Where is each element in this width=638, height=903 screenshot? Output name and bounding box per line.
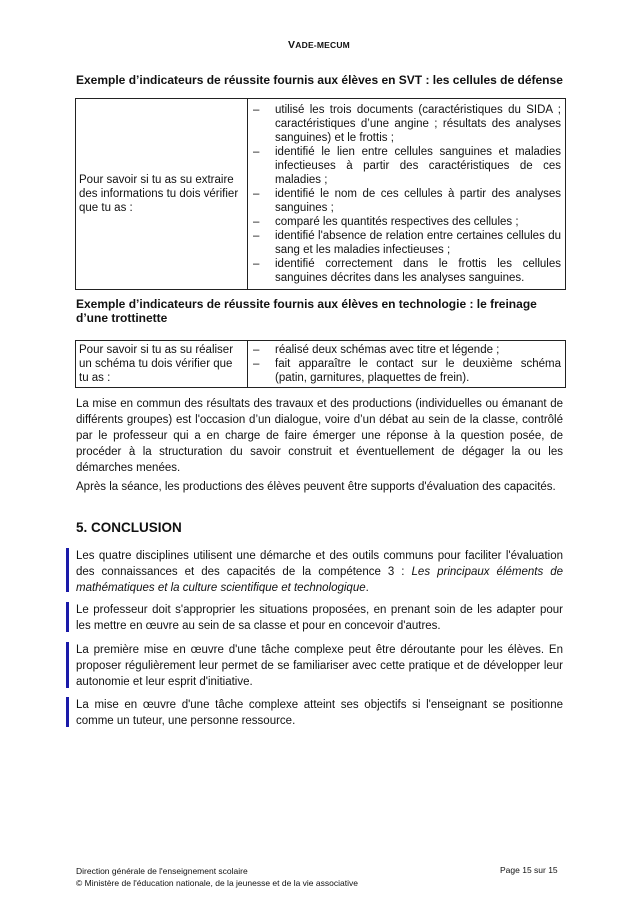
conclusion-period: . — [365, 582, 369, 594]
dash-bullet: – — [253, 358, 260, 370]
svt-criteria-cell — [248, 99, 566, 290]
revision-bar — [66, 697, 69, 727]
techno-example-title — [76, 297, 566, 325]
conclusion-paragraph-1 — [76, 548, 563, 596]
techno-prompt-cell — [76, 341, 248, 388]
criterion-text: comparé les quantités respectives des cellules ; — [275, 216, 519, 228]
list-item — [252, 103, 561, 145]
dash-bullet: – — [253, 188, 260, 200]
list-item — [252, 343, 561, 357]
list-item — [252, 187, 561, 215]
conclusion-emphasis: culture scientifique et technologique — [182, 582, 366, 594]
techno-criteria-cell — [248, 341, 566, 388]
page-number: Page 15 sur 15 — [500, 865, 558, 875]
dash-bullet: – — [253, 230, 260, 242]
dash-bullet: – — [253, 104, 260, 116]
footer-direction: Direction générale de l'enseignement scolaire — [76, 866, 248, 876]
list-item — [252, 229, 561, 257]
criterion-text: fait apparaître le contact sur le deuxième schéma (patin, garnitures, plaquettes de frein). — [275, 358, 561, 384]
revision-bar — [66, 602, 69, 632]
dash-bullet: – — [253, 258, 260, 270]
conclusion-paragraph-3: La première mise en œuvre d'une tâche complexe peut être déroutante pour les élèves. En proposer régulièrement leur permet de se familiariser avec cette pratique et de développer leur autonomie et leur esprit d'initiative. — [76, 644, 563, 688]
svt-indicator-table — [75, 98, 566, 290]
revision-bar — [66, 642, 69, 688]
criterion-text: identifié l'absence de relation entre certaines cellules du sang et les maladies infectieuses ; — [275, 230, 561, 256]
conclusion-heading: 5. CONCLUSION — [76, 520, 182, 535]
criterion-text: identifié le lien entre cellules sanguines et maladies infectieuses à partir des caractéristiques de ces maladies ; — [275, 146, 561, 186]
conclusion-paragraph-4: La mise en œuvre d'une tâche complexe atteint ses objectifs si l'enseignant se positionne comme un tuteur, une personne ressource. — [76, 699, 563, 727]
paragraph-evaluation: Après la séance, les productions des élèves peuvent être supports d'évaluation des capacités. — [76, 481, 556, 493]
techno-title-line2: d’une trottinette — [76, 311, 168, 325]
conclusion-emphasis: Les principaux éléments de mathématiques et la — [76, 566, 564, 594]
list-item — [252, 257, 561, 285]
page-header — [0, 39, 638, 51]
page-footer — [76, 865, 358, 889]
revision-bar — [66, 548, 69, 592]
paragraph-mise-en-commun: La mise en commun des résultats des travaux et des productions (individuelles ou émanant de différents groupes) est l'occasion d’un dialogue, voire d’un débat au sein de la classe, contrôlé par le professeur qui a en charge de faire émerger une réponse à la question posée, de procéder à la structuration du savoir construit et éventuellement de dégager la ou les démarches menées. — [76, 398, 563, 474]
criterion-text: identifié correctement dans le frottis les cellules sanguines décrites dans les analyses sanguines. — [275, 258, 561, 284]
criterion-text: réalisé deux schémas avec titre et légende ; — [275, 344, 500, 356]
list-item — [252, 145, 561, 187]
conclusion-paragraph-2: Le professeur doit s'approprier les situations proposées, en prenant soin de les adapter pour les mettre en œuvre au sein de sa classe et pour en concevoir d'autres. — [76, 604, 563, 632]
dash-bullet: – — [253, 216, 260, 228]
conclusion-text: Les quatre disciplines utilisent une démarche et des outils communs pour faciliter l'évaluation des connaissances et des capacités de la compétence 3 : — [76, 550, 563, 578]
list-item — [252, 215, 561, 229]
techno-title-line1: Exemple d’indicateurs de réussite fournis aux élèves en technologie : le freinage — [76, 297, 537, 311]
header-title-initial: V — [288, 39, 296, 51]
dash-bullet: – — [253, 146, 260, 158]
criterion-text: utilisé les trois documents (caractéristiques du SIDA ; caractéristiques d’une angine ; résultats des analyses sanguines) et le frottis ; — [275, 104, 561, 144]
criterion-text: identifié le nom de ces cellules à partir des analyses sanguines ; — [275, 188, 561, 214]
footer-copyright: © Ministère de l'éducation nationale, de la jeunesse et de la vie associative — [76, 878, 358, 888]
dash-bullet: – — [253, 344, 260, 356]
techno-indicator-table — [75, 340, 566, 388]
svt-prompt: Pour savoir si tu as su extraire des informations tu dois vérifier que tu as : — [79, 174, 239, 214]
svt-example-title: Exemple d’indicateurs de réussite fournis aux élèves en SVT : les cellules de défense — [76, 73, 563, 87]
svt-prompt-cell — [76, 99, 248, 290]
list-item — [252, 357, 561, 385]
header-title-rest: ADE-MECUM — [295, 40, 350, 50]
techno-prompt: Pour savoir si tu as su réaliser un schéma tu dois vérifier que tu as : — [79, 344, 234, 384]
